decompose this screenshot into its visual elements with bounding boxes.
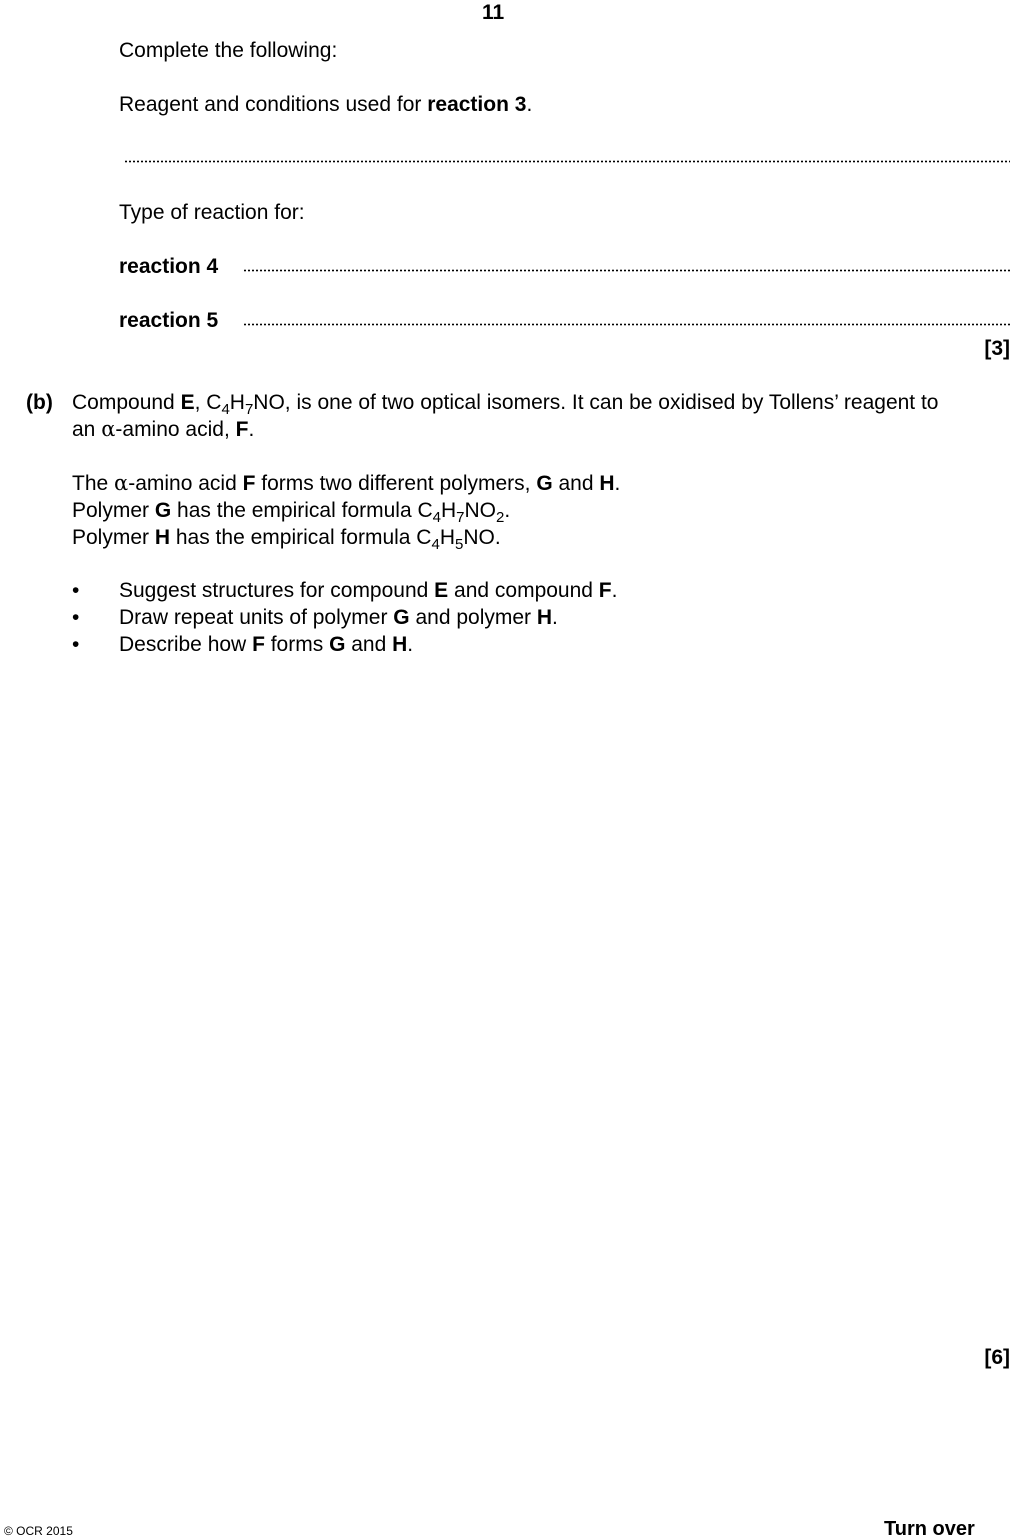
bullet-icon: • (72, 633, 80, 656)
answer-line-reagent[interactable] (124, 160, 1010, 163)
bullet-item: Describe how F forms G and H. (119, 633, 414, 656)
part-b-line3: The α-amino acid F forms two different polymers, G and H. (72, 471, 621, 495)
page-number: 11 (482, 1, 505, 24)
reagent-prompt: Reagent and conditions used for reaction 3. (119, 93, 533, 116)
marks-a: [3] (984, 337, 1010, 360)
reaction5-label: reaction 5 (119, 309, 219, 332)
reaction4-label: reaction 4 (119, 255, 219, 278)
instruction-text: Complete the following: (119, 39, 338, 62)
answer-line-reaction5[interactable] (243, 323, 1010, 326)
part-b-line1: Compound E, $C_4H_7NO$, is one of two optical isomers. It can be oxidised by Tollens’ reagent to (72, 391, 939, 418)
bullet-item: Suggest structures for compound E and compound F. (119, 579, 618, 602)
answer-space-b[interactable] (72, 670, 972, 1335)
bullet-item: Draw repeat units of polymer G and polymer H. (119, 606, 558, 629)
type-of-reaction-label: Type of reaction for: (119, 201, 305, 224)
bullet-icon: • (72, 606, 80, 629)
bullet-icon: • (72, 579, 80, 602)
part-b-line4: Polymer G has the empirical formula $C_4H_7NO_2$. (72, 499, 511, 526)
marks-b: [6] (984, 1346, 1010, 1369)
part-b-line2: an α-amino acid, F. (72, 417, 255, 441)
turn-over-text: Turn over (884, 1518, 975, 1540)
part-b-label: (b) (26, 391, 53, 414)
part-b-line5: Polymer H has the empirical formula $C_4H_5NO$. (72, 526, 501, 553)
answer-line-reaction4[interactable] (243, 269, 1010, 272)
copyright-text: © OCR 2015 (4, 1524, 73, 1538)
